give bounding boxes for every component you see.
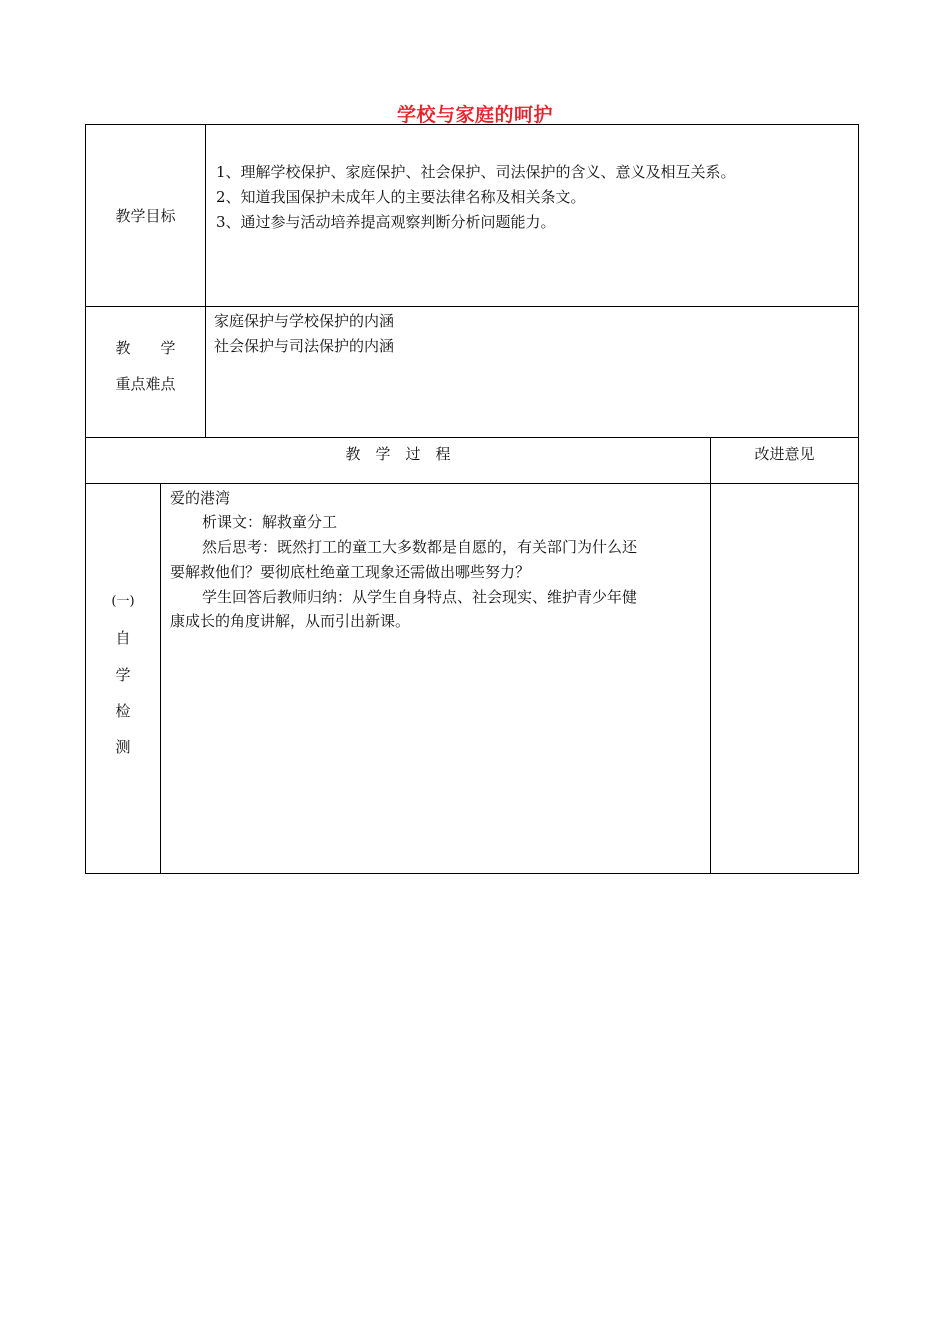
objective-item-2: 2、知道我国保护未成年人的主要法律名称及相关条文。 xyxy=(216,188,586,206)
page-title: 学校与家庭的呵护 xyxy=(396,104,553,126)
section1-line-2: 然后思考：既然打工的童工大多数都是自愿的，有关部门为什么还 xyxy=(202,538,638,556)
section1-line-1: 析课文：解救童分工 xyxy=(202,513,338,531)
keypoint-item-1: 家庭保护与学校保护的内涵 xyxy=(214,312,395,330)
objective-item-3: 3、通过参与活动培养提高观察判断分析问题能力。 xyxy=(216,213,556,231)
section1-label-char-2: 学 xyxy=(115,666,131,684)
keypoint-item-2: 社会保护与司法保护的内涵 xyxy=(214,337,395,355)
section1-improve-cell xyxy=(710,483,859,874)
improve-header: 改进意见 xyxy=(754,445,815,463)
keypoints-label-line1: 教 学 xyxy=(115,339,176,357)
keypoints-label-line2: 重点难点 xyxy=(115,375,176,393)
objective-item-1: 1、理解学校保护、家庭保护、社会保护、司法保护的含义、意义及相互关系。 xyxy=(216,163,736,181)
section1-line-4: 学生回答后教师归纳：从学生自身特点、社会现实、维护青少年健 xyxy=(202,588,638,606)
process-header: 教 学 过 程 xyxy=(345,445,451,463)
section1-label-num: (一) xyxy=(111,594,135,609)
section1-line-5: 康成长的角度讲解，从而引出新课。 xyxy=(170,612,411,630)
objectives-label: 教学目标 xyxy=(115,207,176,225)
section1-line-3: 要解救他们？要彻底杜绝童工现象还需做出哪些努力？ xyxy=(170,563,531,581)
section1-label-char-3: 检 xyxy=(115,702,131,720)
section1-heading: 爱的港湾 xyxy=(170,489,231,507)
section1-label-char-1: 自 xyxy=(115,629,131,647)
section1-label-char-4: 测 xyxy=(115,738,131,756)
